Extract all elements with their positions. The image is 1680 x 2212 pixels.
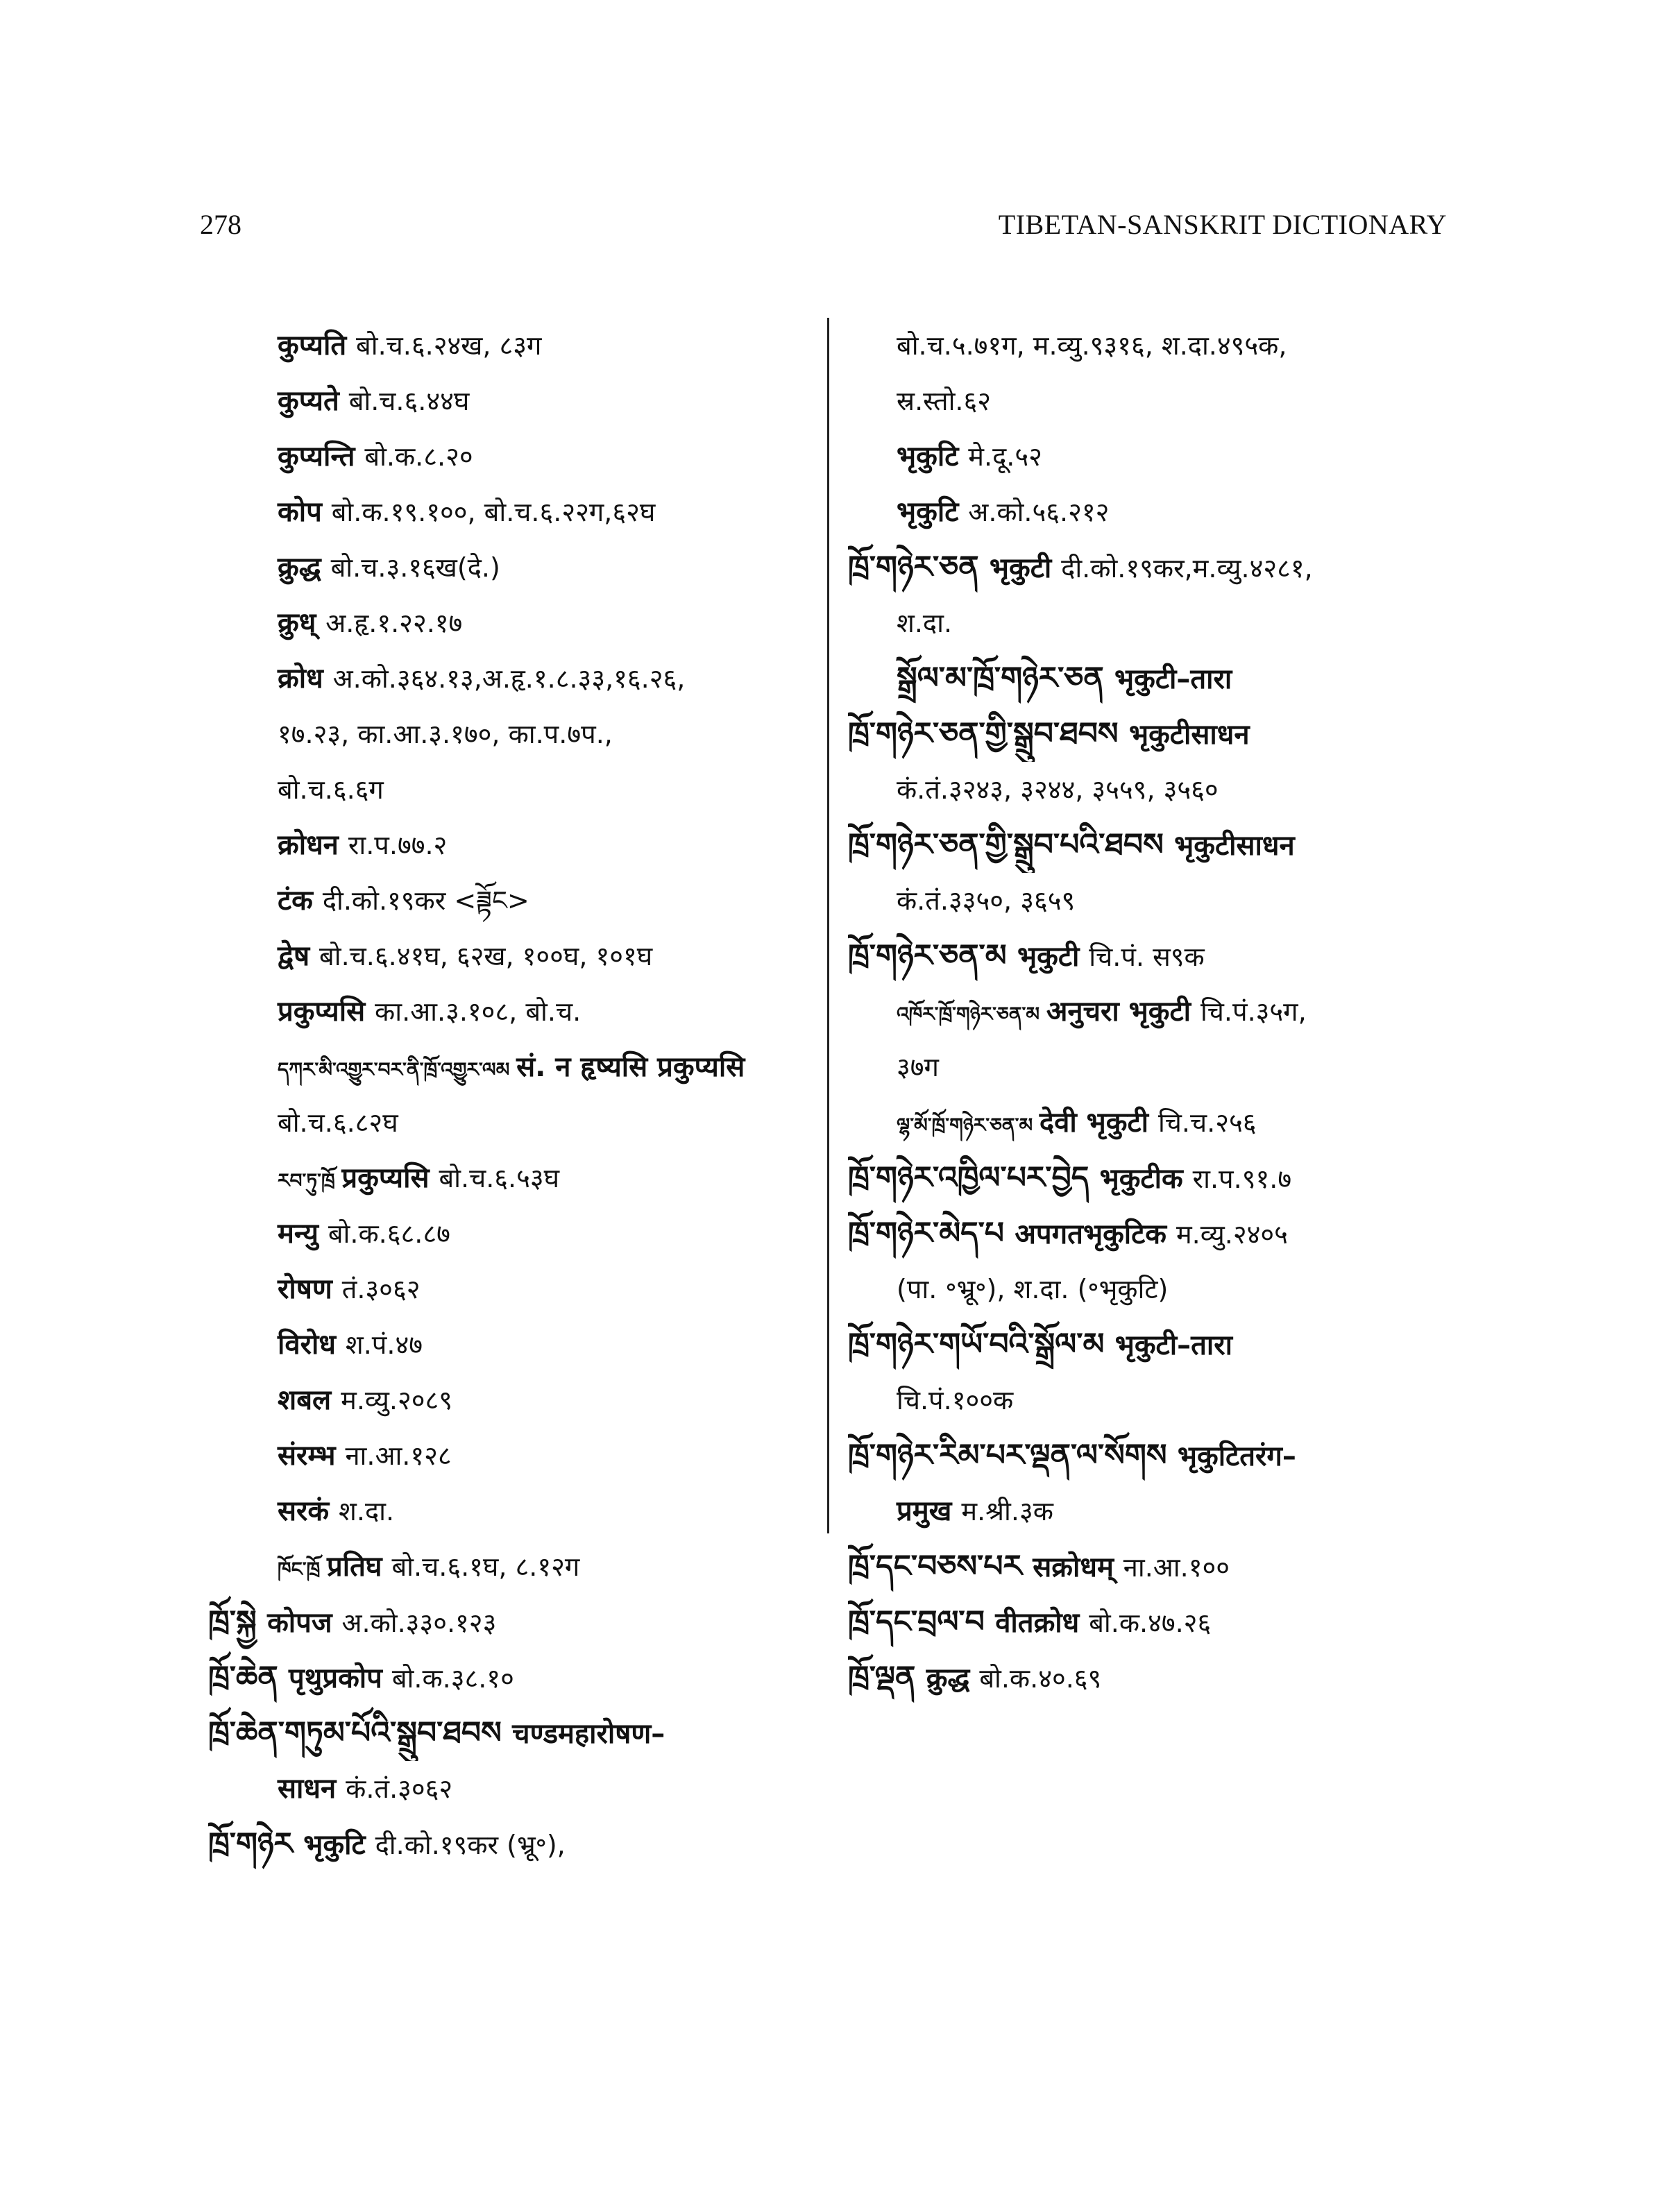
- dictionary-entry: [848, 984, 1459, 1039]
- dictionary-entry: [208, 1206, 819, 1261]
- source-reference: अ.को.३३०.१२३: [341, 1608, 497, 1638]
- sanskrit-term: क्रुध्: [278, 607, 326, 639]
- dictionary-entry: [848, 817, 1459, 873]
- tibetan-term: ཁྲོ་གཉེར་ཅན་གྱི་སྒྲུབ་ཐབས: [848, 716, 1129, 751]
- dictionary-entry: [208, 817, 819, 873]
- dictionary-entry: [848, 1317, 1459, 1372]
- tibetan-phrase: དཀར་མི་འགྱུར་བར་ནི་ཁྲོ་འགྱུར་ལམ: [278, 1058, 517, 1081]
- sanskrit-term: कोपज: [267, 1607, 342, 1639]
- sanskrit-term: अपगतभृकुटिक: [1015, 1218, 1176, 1250]
- sanskrit-term: भृकुटीक: [1099, 1163, 1193, 1195]
- right-column: [848, 318, 1459, 1705]
- dictionary-entry: [848, 1539, 1459, 1594]
- source-reference: श.दा.: [339, 1496, 395, 1526]
- dictionary-entry: [208, 1817, 819, 1872]
- dictionary-entry: [848, 1206, 1459, 1261]
- dictionary-entry: [848, 373, 1459, 429]
- sanskrit-term: प्रतिघ: [326, 1551, 392, 1583]
- source-reference: म.श्री.३क: [961, 1496, 1053, 1526]
- tibetan-term: ཁྲོ་གཉེར་ཅན: [848, 550, 990, 585]
- dictionary-entry: [208, 595, 819, 651]
- source-reference: दी.को.१९कर,म.व्यु.४२८१,: [1061, 553, 1313, 584]
- dictionary-entry: [848, 928, 1459, 984]
- source-reference: स्र.स्तो.६२: [897, 386, 992, 416]
- sanskrit-term: क्रुद्ध: [926, 1662, 980, 1694]
- column-divider: [827, 318, 829, 1533]
- dictionary-entry: [848, 651, 1459, 706]
- source-reference: बो.क.८.२०: [364, 441, 473, 472]
- dictionary-entry: [208, 1594, 819, 1650]
- source-reference: बो.च.६.६ग: [278, 774, 384, 805]
- dictionary-entry: [208, 1150, 819, 1206]
- source-reference: दी.को.१९कर (भ्रू॰),: [375, 1830, 566, 1860]
- source-reference: बो.क.४७.२६: [1089, 1608, 1212, 1638]
- source-reference: अ.को.५६.२१२: [968, 497, 1110, 527]
- source-reference: कं.तं.३२४३, ३२४४, ३५५९, ३५६०: [897, 774, 1219, 805]
- sanskrit-term: प्रमुख: [897, 1495, 962, 1527]
- source-reference: ३७ग: [897, 1052, 939, 1082]
- source-reference: अ.को.३६४.१३,अ.हृ.१.८.३३,१६.२६,: [332, 663, 686, 694]
- tibetan-term: ཁྲོ་དང་བྲལ་བ: [848, 1604, 996, 1640]
- source-reference: रा.प.९१.७: [1192, 1164, 1292, 1194]
- source-reference: बो.च.६.२४ख, ८३ग: [356, 330, 542, 361]
- tibetan-term: ཁྲོ་དང་བཅས་པར: [848, 1549, 1033, 1584]
- source-reference: बो.क.६८.८७: [328, 1218, 450, 1249]
- source-reference: बो.च.६.४४घ: [348, 386, 470, 416]
- dictionary-entry: [208, 984, 819, 1039]
- source-reference: ना.आ.१२८: [345, 1440, 452, 1471]
- sanskrit-term: द्वेष: [278, 940, 320, 972]
- sanskrit-term: भृकुटी–तारा: [1114, 1329, 1232, 1361]
- source-reference: बो.च.६.४१घ, ६२ख, १००घ, १०१घ: [319, 941, 653, 971]
- sanskrit-term: भृकुटी–तारा: [1114, 663, 1232, 695]
- dictionary-entry: [208, 429, 819, 484]
- dictionary-entry: [208, 928, 819, 984]
- tibetan-term: ཁྲོ་སྐྱེ: [208, 1604, 268, 1640]
- tibetan-term: ཁྲོ་ཆེན: [208, 1660, 289, 1695]
- sanskrit-term: चण्डमहारोषण–: [512, 1718, 665, 1750]
- sanskrit-term: संरम्भ: [278, 1440, 346, 1472]
- tibetan-term: ཁྲོ་གཉེར་མེད་པ: [848, 1216, 1015, 1251]
- dictionary-entry: [848, 1594, 1459, 1650]
- dictionary-entry: [208, 373, 819, 429]
- dictionary-entry: [848, 706, 1459, 762]
- sanskrit-term: कोप: [278, 496, 332, 528]
- source-reference: म.व्यु.२०८९: [341, 1385, 453, 1415]
- dictionary-entry: [848, 1428, 1459, 1483]
- tibetan-phrase: ཁོང་ཁྲོ: [278, 1558, 327, 1581]
- dictionary-entry: [208, 1705, 819, 1761]
- dictionary-entry: [208, 706, 819, 762]
- source-reference: बो.च.६.१घ, ८.१२ग: [391, 1551, 580, 1582]
- sanskrit-term: प्रकुप्यसि: [278, 996, 375, 1028]
- tibetan-term: ཁྲོ་གཉེར་གཡོ་བའི་སྒྲོལ་མ: [848, 1327, 1115, 1362]
- source-reference: तं.३०६२: [341, 1274, 421, 1304]
- source-reference: १७.२३, का.आ.३.१७०, का.प.७प.,: [278, 719, 613, 749]
- dictionary-entry: [208, 1650, 819, 1705]
- tibetan-phrase: ལྷ་མོ་ཁྲོ་གཉེར་ཅན་མ: [897, 1114, 1040, 1137]
- source-reference: कं.तं.३०६२: [346, 1773, 453, 1804]
- sanskrit-term: क्रोधन: [278, 829, 348, 861]
- dictionary-entry: [208, 318, 819, 373]
- sanskrit-term: वीतक्रोध: [995, 1607, 1089, 1639]
- source-reference: बो.च.५.७१ग, म.व्यु.९३१६, श.दा.४९५क,: [897, 330, 1287, 361]
- sanskrit-term: देवी भृकुटी: [1039, 1107, 1158, 1139]
- sanskrit-term: साधन: [278, 1773, 346, 1805]
- dictionary-entry: [848, 1483, 1459, 1539]
- dictionary-entry: [208, 1095, 819, 1150]
- tibetan-term: ཁྲོ་ཆེན་གཏུམ་པོའི་སྒྲུབ་ཐབས: [208, 1715, 513, 1751]
- source-reference: म.व्यु.२४०५: [1176, 1219, 1288, 1250]
- sanskrit-term: भृकुटीसाधन: [1174, 830, 1295, 862]
- sanskrit-term: सरकं: [278, 1495, 339, 1527]
- dictionary-entry: [848, 762, 1459, 817]
- source-reference: ना.आ.१००: [1123, 1552, 1230, 1583]
- dictionary-entry: [848, 484, 1459, 540]
- dictionary-entry: [848, 1150, 1459, 1206]
- sanskrit-term: मन्यु: [278, 1218, 328, 1250]
- sanskrit-term: शबल: [278, 1384, 341, 1416]
- source-reference: रा.प.७७.२: [348, 830, 448, 860]
- sanskrit-term: क्रोध: [278, 663, 333, 695]
- sanskrit-term: प्रकुप्यसि: [341, 1162, 439, 1194]
- source-reference: कं.तं.३३५०, ३६५९: [897, 885, 1076, 916]
- dictionary-entry: [848, 1095, 1459, 1150]
- source-reference: चि.पं. स९क: [1089, 942, 1205, 972]
- source-reference: चि.पं.३५ग,: [1200, 996, 1307, 1027]
- tibetan-phrase: འཁོར་ཁྲོ་གཉེར་ཅན་མ: [897, 1003, 1046, 1026]
- sanskrit-term: सक्रोधम्: [1033, 1551, 1123, 1583]
- dictionary-entry: [848, 595, 1459, 651]
- source-reference: बो.क.४०.६९: [979, 1663, 1102, 1694]
- dictionary-entry: [848, 1261, 1459, 1317]
- sanskrit-term: कुप्यन्ति: [278, 441, 365, 473]
- source-reference: अ.हृ.१.२२.१७: [325, 608, 463, 638]
- sanskrit-term: पृथुप्रकोप: [289, 1662, 392, 1694]
- source-reference: मे.दू.५२: [968, 441, 1042, 472]
- source-reference: दी.को.१९कर <ཟྟོང>: [322, 885, 529, 916]
- sanskrit-term: क्रुद्ध: [278, 552, 331, 584]
- tibetan-phrase: རབ་ཏུ་ཁྲོ: [278, 1169, 342, 1192]
- sanskrit-term: कुप्यति: [278, 330, 357, 361]
- source-reference: बो.च.३.१६ख(दे.): [330, 552, 500, 583]
- source-reference: बो.च.६.८२घ: [278, 1107, 398, 1138]
- dictionary-entry: [208, 540, 819, 595]
- sanskrit-term: रोषण: [278, 1273, 342, 1305]
- sanskrit-term: भृकुटि: [303, 1829, 375, 1861]
- tibetan-term: ཁྲོ་གཉེར: [208, 1826, 304, 1862]
- dictionary-entry: [208, 1428, 819, 1483]
- dictionary-entry: [208, 762, 819, 817]
- sanskrit-term: भृकुटितरंग–: [1177, 1440, 1296, 1472]
- source-reference: श.दा.: [897, 608, 953, 638]
- source-reference: बो.क.३८.१०: [391, 1663, 514, 1694]
- dictionary-entry: [208, 1317, 819, 1372]
- sanskrit-term: भृकुटी: [1017, 941, 1089, 973]
- dictionary-entry: [848, 1039, 1459, 1095]
- dictionary-entry: [208, 1039, 819, 1095]
- left-column: [208, 318, 819, 1872]
- sanskrit-term: भृकुटि: [897, 496, 969, 528]
- sanskrit-term: विरोध: [278, 1329, 346, 1361]
- tibetan-term: སྒྲོལ་མ་ཁྲོ་གཉེར་ཅན: [897, 661, 1114, 696]
- dictionary-entry: [848, 540, 1459, 595]
- tibetan-term: ཁྲོ་གཉེར་ཅན་མ: [848, 938, 1017, 973]
- source-reference: (पा. ॰भ्रू॰), श.दा. (॰भृकुटि): [897, 1274, 1169, 1304]
- running-head: TIBETAN-SANSKRIT DICTIONARY: [998, 209, 1447, 240]
- dictionary-entry: [208, 1261, 819, 1317]
- source-reference: श.पं.४७: [345, 1329, 423, 1360]
- tibetan-term: ཁྲོ་ལྡན: [848, 1660, 926, 1695]
- sanskrit-term: सं. न हृष्यसि प्रकुप्यसि: [516, 1051, 745, 1083]
- sanskrit-term: भृकुटी: [989, 552, 1062, 584]
- sanskrit-term: अनुचरा भृकुटी: [1046, 996, 1200, 1028]
- dictionary-entry: [208, 1761, 819, 1817]
- dictionary-entry: [848, 1650, 1459, 1705]
- dictionary-entry: [208, 484, 819, 540]
- dictionary-entry: [208, 1539, 819, 1594]
- tibetan-term: ཁྲོ་གཉེར་འཁྱིལ་པར་བྱེད: [848, 1160, 1100, 1196]
- dictionary-entry: [848, 1372, 1459, 1428]
- dictionary-entry: [208, 651, 819, 706]
- dictionary-entry: [208, 1372, 819, 1428]
- dictionary-entry: [208, 873, 819, 928]
- tibetan-term: ཁྲོ་གཉེར་ཅན་གྱི་སྒྲུབ་པའི་ཐབས: [848, 827, 1175, 862]
- page-number: 278: [200, 209, 241, 240]
- sanskrit-term: भृकुटीसाधन: [1128, 719, 1250, 751]
- source-reference: चि.पं.१००क: [897, 1385, 1014, 1415]
- sanskrit-term: टंक: [278, 885, 323, 917]
- source-reference: बो.क.१९.१००, बो.च.६.२२ग,६२घ: [331, 497, 656, 527]
- dictionary-entry: [848, 429, 1459, 484]
- dictionary-entry: [848, 873, 1459, 928]
- dictionary-entry: [208, 1483, 819, 1539]
- source-reference: का.आ.३.१०८, बो.च.: [375, 996, 582, 1027]
- sanskrit-term: भृकुटि: [897, 441, 969, 473]
- dictionary-entry: [848, 318, 1459, 373]
- tibetan-term: ཁྲོ་གཉེར་རིམ་པར་ལྡན་ལ་སོགས: [848, 1438, 1178, 1473]
- sanskrit-term: कुप्यते: [278, 385, 349, 417]
- source-reference: बो.च.६.५३घ: [439, 1163, 560, 1193]
- source-reference: चि.च.२५६: [1157, 1107, 1257, 1138]
